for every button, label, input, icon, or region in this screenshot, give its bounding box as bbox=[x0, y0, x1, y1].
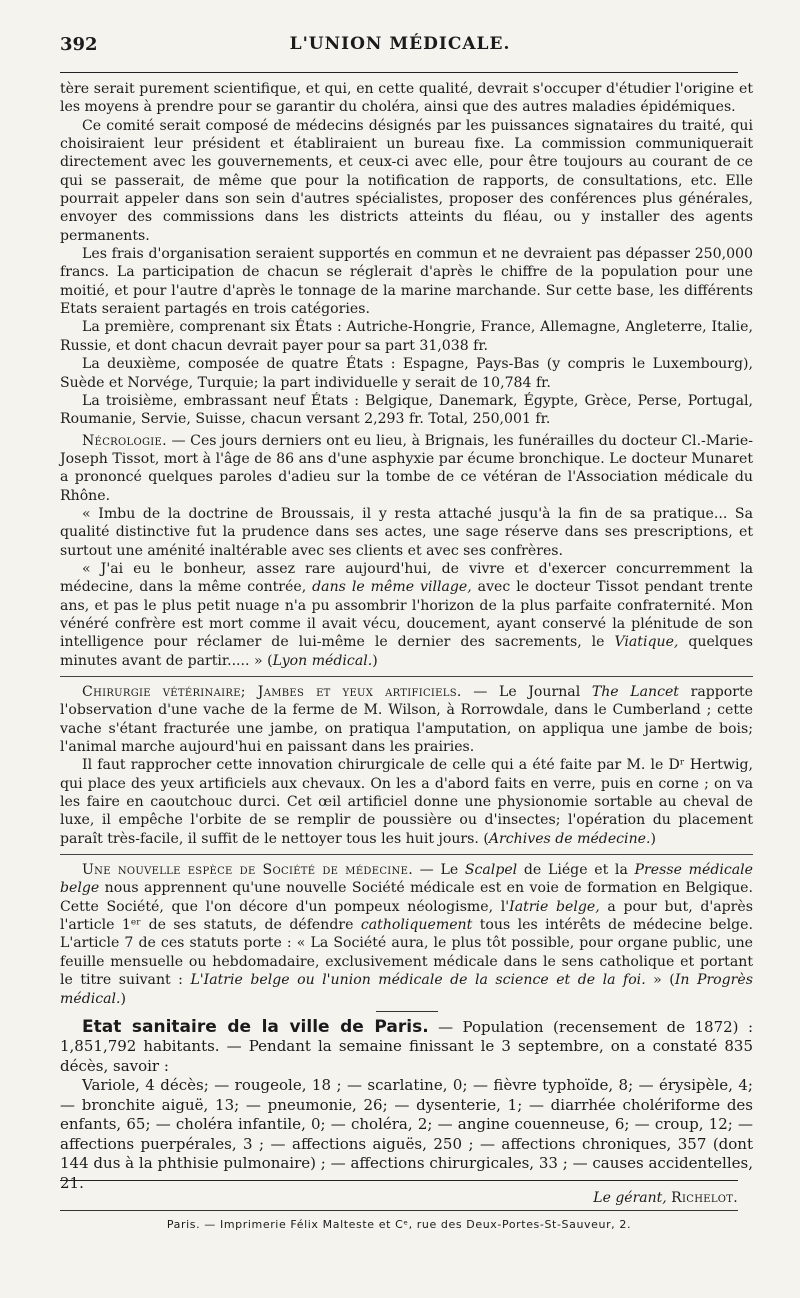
chirurgie-heading: Chirurgie vétérinaire; Jambes et yeux artificiels. bbox=[82, 684, 462, 700]
text-run: a pour but, d'après l'article 1ᵉʳ de ses statuts, de défendre bbox=[60, 898, 753, 934]
paragraph: Les frais d'organisation seraient supportés en commun et ne devraient pas dépasser 250,000 francs. La participation de chacun se réglerait d'après le chiffre de la population pour une moitié, et pour l'autre d'après le tonnage de la marine marchande. Sur cette base, les différents Etats seraient partagés en trois catégories. bbox=[60, 246, 753, 318]
text-run: « J'ai eu le bonheur, assez rare aujourd'hui, de vivre et d'exercer concurremment la médecine, dans la même contrée, bbox=[60, 560, 753, 596]
paragraph: La première, comprenant six États : Autriche-Hongrie, France, Allemagne, Angleterre, Italie, Russie, et dont chacun devrait payer pour sa part 31,038 fr. bbox=[60, 319, 753, 354]
text-run: — Population (recensement de 1872) : 1,851,792 habitants. — Pendant la semaine finissant le 3 septembre, on a constaté 835 décès, savoir : bbox=[60, 1017, 754, 1075]
sante-title: Etat sanitaire de la ville de Paris. bbox=[82, 1016, 429, 1037]
page-number: 392 bbox=[60, 34, 98, 55]
text-run: — Le Journal bbox=[461, 684, 592, 700]
paragraph: Ce comité serait composé de médecins désignés par les puissances signataires du traité, qui choisiraient leur président et établiraient un bureau fixe. La commission communiquerait directement avec les gouvernements, et ceux-ci avec elle, pour être toujours au courant de ce qui se passerait, de même que pour la notification de rapports, de consultations, etc. Elle pourrait appeler dans son sein d'autres spécialistes, proposer des conférences plus générales, envoyer des commissions dans les districts atteints du fléau, ou y installer des agents permanents. bbox=[60, 117, 753, 244]
paragraph: « Imbu de la doctrine de Broussais, il y resta attaché jusqu'à la fin de sa pratique... Sa qualité distinctive fut la prudence dans ses actes, une sage réserve dans ses prescriptions, et surtout une aménité inaltérable avec ses clients et avec ses confrères. bbox=[60, 505, 753, 559]
societe-heading: Une nouvelle espèce de Société de médecine. bbox=[82, 862, 413, 879]
chirurgie-paragraph bbox=[60, 683, 753, 756]
text-run: nous apprennent qu'une nouvelle Société médicale est en voie de formation en Belgique. Cette Société, que l'on décore d'un pompeux néologisme, l' bbox=[60, 880, 753, 915]
necrologie-heading: Nécrologie. bbox=[82, 432, 167, 449]
paragraph: tère serait purement scientifique, et qui, en cette qualité, devrait s'occuper d'étudier l'origine et les moyens à prendre pour se garantir du choléra, ainsi que des autres maladies épidémiques. bbox=[60, 81, 753, 116]
text-run: — Le bbox=[412, 862, 465, 879]
gerant-label: Le gérant, bbox=[593, 1190, 667, 1206]
text-run: » ( bbox=[645, 972, 675, 989]
journal-name: The Lancet bbox=[591, 684, 679, 700]
text-run: Il faut rapprocher cette innovation chirurgicale de celle qui a été faite par M. le Dʳ Hertwig, qui place des yeux artificiels aux chevaux. On les a d'abord faits en verre, puis en corne ; on va les faire en caoutchouc durci. Cet œil artificiel donne une physionomie sortable au cheval de luxe, il empêche l'orbite de se remplir de poussière ou d'insectes; l'opération du placement paraît très-facile, il suffit de le nettoyer tous les huit jours. ( bbox=[60, 757, 753, 847]
italic-run: Iatrie belge, bbox=[509, 898, 600, 915]
paragraph: La troisième, embrassant neuf États : Belgique, Danemark, Égypte, Grèce, Perse, Portugal, Roumanie, Servie, Suisse, chacun versant 2,293 fr. Total, 250,001 fr. bbox=[60, 392, 753, 428]
source-citation: Lyon médical. bbox=[272, 652, 373, 669]
source-citation: In Progrès médical. bbox=[60, 972, 753, 1007]
short-separator bbox=[376, 1011, 438, 1012]
italic-run: catholiquement bbox=[360, 917, 473, 934]
running-header bbox=[60, 34, 740, 58]
source-citation: Archives de médecine. bbox=[488, 830, 651, 847]
italic-run: dans le même village, bbox=[312, 579, 472, 596]
paragraph bbox=[60, 560, 753, 670]
text-run: ) bbox=[372, 652, 378, 669]
text-run: avec le docteur Tissot pendant trente ans, et pas le plus petit nuage n'a pu assombrir l'horizon de la plus parfaite confraternité. Mon vénéré confrère est mort comme il avait vécu, doucement, ayant conservé la plénitude de son intelligence pour réclamer de lui-même le dernier des sacrements, le bbox=[60, 579, 753, 651]
text-run: rapporte l'observation d'une vache de la ferme de M. Wilson, à Rorrowdale, dans le Cumberland ; cette vache s'étant fracturée une jambe, on pratiqua l'amputation, on appliqua une jambe de bois; l'animal marche aujourd'hui en paissant dans les prairies. bbox=[60, 684, 753, 756]
text-run: de Liége et la bbox=[517, 862, 635, 879]
sante-intro bbox=[60, 1018, 753, 1077]
societe-paragraph bbox=[60, 861, 753, 1008]
gerant-name: Richelot. bbox=[671, 1190, 738, 1206]
necrologie-paragraph bbox=[60, 432, 753, 505]
imprint-line: Paris. — Imprimerie Félix Malteste et Cᵉ, rue des Deux-Portes-St-Sauveur, 2. bbox=[166, 1218, 632, 1231]
sante-list: Variole, 4 décès; — rougeole, 18 ; — scarlatine, 0; — fièvre typhoïde, 8; — érysipèle, 4; — bronchite aiguë, 13; — pneumonie, 26; — dysenterie, 1; — diarrhée cholériforme des enfants, 65; — choléra infantile, 0; — choléra, 2; — angine couenneuse, 6; — croup, 12; — affections puerpérales, 3 ; — affections aiguës, 250 ; — affections chroniques, 357 (dont 144 dus à la phthisie pulmonaire) ; — affections chirurgicales, 33 ; — causes accidentelles, 21. bbox=[60, 1076, 753, 1192]
italic-run: Presse médicale belge bbox=[60, 862, 753, 897]
footer-rule bbox=[60, 1180, 738, 1181]
text-run: ) bbox=[120, 990, 127, 1007]
text-run: quelques minutes avant de partir..... » ( bbox=[60, 634, 753, 669]
paragraph bbox=[60, 756, 753, 848]
text-run: ) bbox=[650, 830, 656, 847]
paragraph: La deuxième, composée de quatre États : Espagne, Pays-Bas (y compris le Luxembourg), Suède et Norvége, Turquie; la part individuelle y serait de 10,784 fr. bbox=[60, 356, 753, 391]
etat-sanitaire bbox=[60, 1018, 753, 1194]
header-rule bbox=[60, 72, 738, 73]
text-run: tous les intérêts de médecine belge. L'article 7 de ces statuts porte : « La Société aura, le plus tôt possible, pour organe public, une feuille mensuelle ou hebdomadaire, exclusivement médicale dans le sens catholique et portant le titre suivant : bbox=[60, 917, 753, 989]
italic-run: L'Iatrie belge ou l'union médicale de la science et de la foi. bbox=[190, 972, 646, 989]
section-separator bbox=[60, 676, 753, 677]
article-body bbox=[60, 80, 753, 1193]
footer-rule-thin bbox=[60, 1210, 738, 1211]
italic-run: Scalpel bbox=[464, 862, 518, 879]
necrologie-text: — Ces jours derniers ont eu lieu, à Brignais, les funérailles du docteur Cl.-Marie-Joseph Tissot, mort à l'âge de 86 ans d'une asphyxie par écume bronchique. Le docteur Munaret a prononcé quelques paroles d'adieu sur la tombe de ce vétéran de l'Association médicale du Rhône. bbox=[60, 432, 753, 504]
section-separator bbox=[60, 854, 753, 855]
journal-title: L'UNION MÉDICALE. bbox=[289, 34, 511, 54]
italic-run: Viatique, bbox=[614, 634, 679, 651]
gerant-signature bbox=[593, 1190, 738, 1206]
